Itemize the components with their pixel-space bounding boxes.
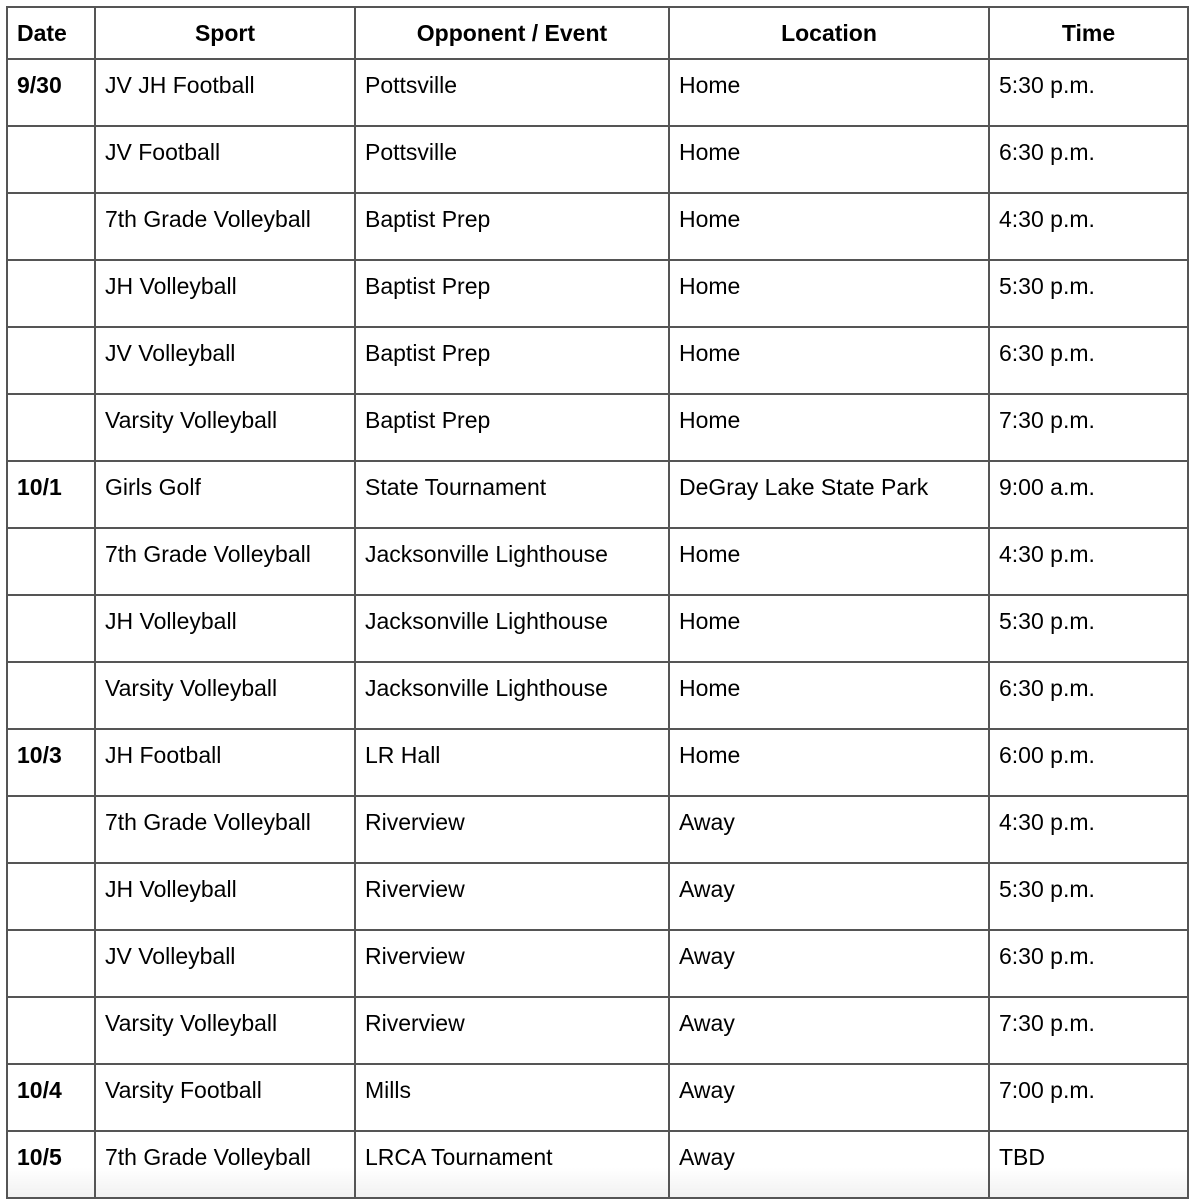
sport-cell: 7th Grade Volleyball (95, 193, 355, 260)
schedule-table (6, 6, 1189, 1199)
location-cell: Home (669, 528, 989, 595)
opponent-cell: Pottsville (355, 59, 669, 126)
time-cell: 4:30 p.m. (989, 796, 1188, 863)
opponent-cell: LRCA Tournament (355, 1131, 669, 1198)
time-cell: TBD (989, 1131, 1188, 1198)
time-cell: 4:30 p.m. (989, 528, 1188, 595)
table-row (7, 796, 1188, 863)
location-cell: Home (669, 662, 989, 729)
time-cell: 6:30 p.m. (989, 662, 1188, 729)
sport-cell: JV JH Football (95, 59, 355, 126)
sport-cell: 7th Grade Volleyball (95, 796, 355, 863)
opponent-cell: LR Hall (355, 729, 669, 796)
date-cell (7, 595, 95, 662)
time-cell: 4:30 p.m. (989, 193, 1188, 260)
table-row (7, 930, 1188, 997)
location-cell: Away (669, 1064, 989, 1131)
sport-cell: Varsity Volleyball (95, 997, 355, 1064)
sport-cell: JH Volleyball (95, 863, 355, 930)
location-cell: Home (669, 595, 989, 662)
time-cell: 7:30 p.m. (989, 394, 1188, 461)
date-cell: 10/1 (7, 461, 95, 528)
opponent-cell: Pottsville (355, 126, 669, 193)
date-cell (7, 126, 95, 193)
sport-cell: Varsity Volleyball (95, 662, 355, 729)
date-cell (7, 193, 95, 260)
opponent-cell: Mills (355, 1064, 669, 1131)
date-cell (7, 260, 95, 327)
sport-cell: JV Volleyball (95, 327, 355, 394)
sport-cell: JV Volleyball (95, 930, 355, 997)
table-header (7, 7, 1188, 59)
header-opponent: Opponent / Event (355, 7, 669, 59)
opponent-cell: Jacksonville Lighthouse (355, 595, 669, 662)
table-row (7, 327, 1188, 394)
date-cell: 10/4 (7, 1064, 95, 1131)
location-cell: Away (669, 997, 989, 1064)
table-row (7, 595, 1188, 662)
sport-cell: JH Volleyball (95, 260, 355, 327)
time-cell: 5:30 p.m. (989, 59, 1188, 126)
header-date: Date (7, 7, 95, 59)
sport-cell: 7th Grade Volleyball (95, 1131, 355, 1198)
opponent-cell: Baptist Prep (355, 394, 669, 461)
table-row (7, 126, 1188, 193)
table-row (7, 1064, 1188, 1131)
time-cell: 6:00 p.m. (989, 729, 1188, 796)
sport-cell: JH Football (95, 729, 355, 796)
table-row (7, 662, 1188, 729)
date-cell (7, 394, 95, 461)
opponent-cell: Jacksonville Lighthouse (355, 528, 669, 595)
header-sport: Sport (95, 7, 355, 59)
table-row (7, 193, 1188, 260)
opponent-cell: Riverview (355, 930, 669, 997)
time-cell: 7:00 p.m. (989, 1064, 1188, 1131)
location-cell: Home (669, 193, 989, 260)
opponent-cell: Baptist Prep (355, 327, 669, 394)
table-row (7, 528, 1188, 595)
date-cell (7, 930, 95, 997)
date-cell: 10/5 (7, 1131, 95, 1198)
location-cell: Home (669, 260, 989, 327)
table-row (7, 729, 1188, 796)
sport-cell: Girls Golf (95, 461, 355, 528)
date-cell: 10/3 (7, 729, 95, 796)
time-cell: 5:30 p.m. (989, 595, 1188, 662)
sport-cell: Varsity Volleyball (95, 394, 355, 461)
table-row (7, 59, 1188, 126)
time-cell: 6:30 p.m. (989, 327, 1188, 394)
table-row (7, 461, 1188, 528)
time-cell: 9:00 a.m. (989, 461, 1188, 528)
sport-cell: JH Volleyball (95, 595, 355, 662)
date-cell (7, 796, 95, 863)
time-cell: 6:30 p.m. (989, 126, 1188, 193)
date-cell (7, 997, 95, 1064)
date-cell: 9/30 (7, 59, 95, 126)
sport-cell: JV Football (95, 126, 355, 193)
location-cell: Away (669, 1131, 989, 1198)
opponent-cell: State Tournament (355, 461, 669, 528)
time-cell: 7:30 p.m. (989, 997, 1188, 1064)
location-cell: Away (669, 863, 989, 930)
opponent-cell: Baptist Prep (355, 193, 669, 260)
date-cell (7, 327, 95, 394)
location-cell: DeGray Lake State Park (669, 461, 989, 528)
date-cell (7, 528, 95, 595)
location-cell: Home (669, 394, 989, 461)
date-cell (7, 863, 95, 930)
location-cell: Home (669, 59, 989, 126)
table-row (7, 260, 1188, 327)
table-row (7, 1131, 1188, 1198)
time-cell: 5:30 p.m. (989, 863, 1188, 930)
table-row (7, 997, 1188, 1064)
header-location: Location (669, 7, 989, 59)
opponent-cell: Riverview (355, 863, 669, 930)
table-row (7, 863, 1188, 930)
sport-cell: Varsity Football (95, 1064, 355, 1131)
time-cell: 5:30 p.m. (989, 260, 1188, 327)
location-cell: Away (669, 796, 989, 863)
opponent-cell: Baptist Prep (355, 260, 669, 327)
location-cell: Home (669, 126, 989, 193)
header-row (7, 7, 1188, 59)
location-cell: Home (669, 327, 989, 394)
table-body (7, 59, 1188, 1198)
location-cell: Home (669, 729, 989, 796)
table-row (7, 394, 1188, 461)
sport-cell: 7th Grade Volleyball (95, 528, 355, 595)
time-cell: 6:30 p.m. (989, 930, 1188, 997)
header-time: Time (989, 7, 1188, 59)
location-cell: Away (669, 930, 989, 997)
opponent-cell: Riverview (355, 997, 669, 1064)
schedule-container (6, 6, 1189, 1199)
opponent-cell: Jacksonville Lighthouse (355, 662, 669, 729)
date-cell (7, 662, 95, 729)
opponent-cell: Riverview (355, 796, 669, 863)
